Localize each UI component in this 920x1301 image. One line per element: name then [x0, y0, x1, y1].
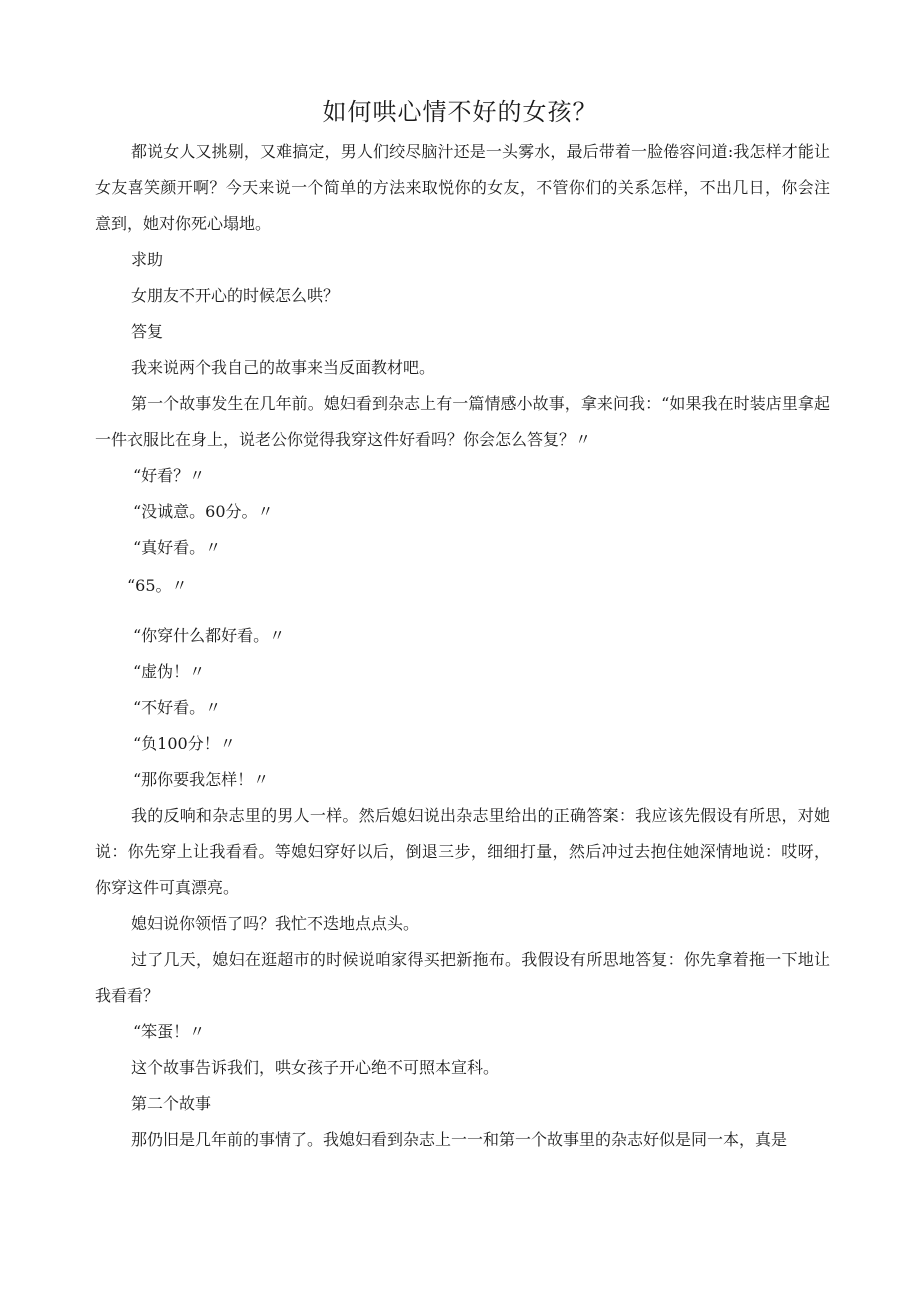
dialogue-line: “没诚意。60分。〃	[133, 502, 274, 521]
dialogue-line: “虚伪！〃	[133, 662, 206, 681]
document-title: 如何哄心情不好的女孩？	[322, 98, 598, 126]
paragraph-reaction: 我的反响和杂志里的男人一样。然后媳妇说出杂志里给出的正确答案：我应该先假设有所思，对她说：你先穿上让我看看。等媳妇穿好以后，倒退三步，细细打量，然后冲过去抱住她深情地说：哎呀，你穿这件可真漂亮。	[95, 806, 830, 897]
paragraph-question: 女朋友不开心的时候怎么哄？	[131, 286, 340, 305]
dialogue-line: “真好看。〃	[133, 538, 222, 557]
paragraph-help-label: 求助	[131, 250, 164, 269]
dialogue-line: “好看？〃	[133, 466, 206, 485]
paragraph-story-one: 第一个故事发生在几年前。媳妇看到杂志上有一篇情感小故事，拿来问我：“如果我在时装店里拿起一件衣服比在身上，说老公你觉得我穿这件好看吗？你会怎么答复？〃	[95, 394, 830, 449]
dialogue-line: “那你要我怎样！〃	[133, 770, 270, 789]
paragraph-understood: 媳妇说你领悟了吗？我忙不迭地点点头。	[131, 914, 420, 933]
paragraph-answer-label: 答复	[131, 322, 164, 341]
paragraph-moral: 这个故事告诉我们，哄女孩子开心绝不可照本宣科。	[131, 1058, 500, 1077]
paragraph-intro: 都说女人又挑剔，又难搞定，男人们绞尽脑汁还是一头雾水，最后带着一脸倦容问道:我怎样才能让女友喜笑颜开啊？今天来说一个简单的方法来取悦你的女友，不管你们的关系怎样，不出几日，你会注意到，她对你死心塌地。	[95, 142, 830, 233]
dialogue-line: “不好看。〃	[133, 698, 222, 717]
dialogue-line: “65。〃	[127, 576, 188, 595]
paragraph-story-two-heading: 第二个故事	[131, 1094, 212, 1113]
paragraph-answer-intro: 我来说两个我自己的故事来当反面教材吧。	[131, 358, 436, 377]
paragraph-supermarket: 过了几天，媳妇在逛超市的时候说咱家得买把新拖布。我假设有所思地答复：你先拿着拖一下地让我看看？	[95, 950, 830, 1005]
dialogue-line: “负100分！〃	[133, 734, 236, 753]
dialogue-line: “笨蛋！〃	[133, 1022, 206, 1041]
paragraph-story-two: 那仍旧是几年前的事情了。我媳妇看到杂志上一一和第一个故事里的杂志好似是同一本，真是	[131, 1130, 788, 1149]
dialogue-line: “你穿什么都好看。〃	[133, 626, 286, 645]
